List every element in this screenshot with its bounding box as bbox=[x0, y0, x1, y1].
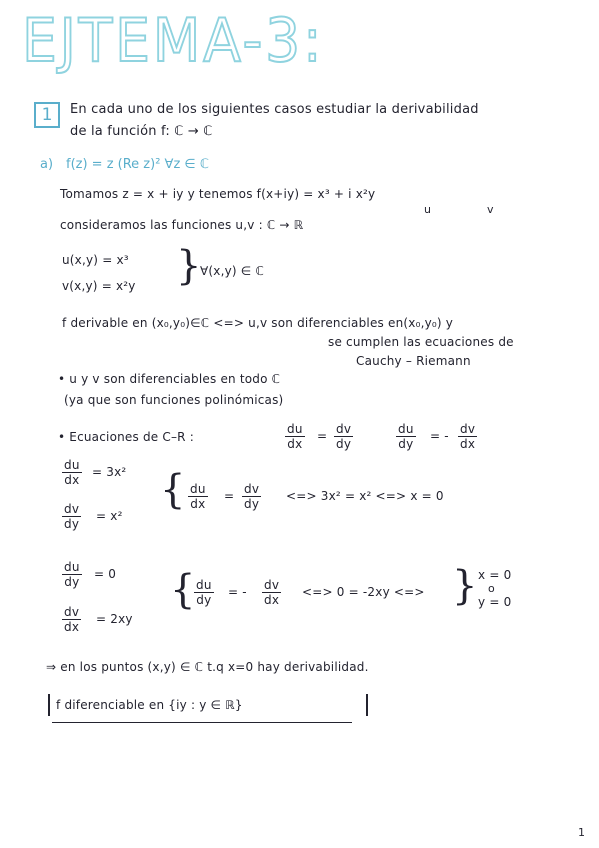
cr1-num-right: dv bbox=[336, 422, 352, 436]
final-box-text: f diferenciable en {iy : y ∈ ℝ} bbox=[56, 698, 243, 712]
dudy-value: = 0 bbox=[94, 567, 117, 581]
exercise-number-box: 1 bbox=[34, 102, 60, 128]
brace-1: } bbox=[176, 243, 202, 289]
cr1-dv-dy bbox=[334, 422, 353, 451]
sys2-eq-sign: = - bbox=[228, 585, 247, 599]
cr2-num-left: du bbox=[398, 422, 414, 436]
conclusion: ⇒ en los puntos (x,y) ∈ ℂ t.q x=0 hay derivabilidad. bbox=[46, 660, 369, 674]
v-mark: v bbox=[487, 203, 494, 216]
exercise-statement-line2: de la función f: ℂ → ℂ bbox=[70, 124, 213, 139]
sys1-eq-du-dx bbox=[188, 482, 208, 511]
cr2-den-left: dy bbox=[398, 437, 414, 451]
part-a-function: f(z) = z (Re z)² ∀z ∈ ℂ bbox=[66, 157, 209, 172]
sys2-eq-du-dy-den: dy bbox=[196, 593, 212, 607]
derivable-line3: Cauchy – Riemann bbox=[356, 354, 471, 368]
tomamos-line: Tomamos z = x + iy y tenemos f(x+iy) = x³ + i x²y bbox=[60, 187, 376, 201]
forall-xy: ∀(x,y) ∈ ℂ bbox=[200, 264, 265, 278]
sys2-dv-dx-den: dx bbox=[64, 620, 80, 634]
derivable-line2: se cumplen las ecuaciones de bbox=[328, 335, 514, 349]
brace-3: { bbox=[170, 567, 196, 613]
sys1-result: <=> 3x² = x² <=> x = 0 bbox=[286, 489, 444, 503]
sys1-eq-sign: = bbox=[224, 489, 235, 503]
page-number: 1 bbox=[578, 826, 586, 839]
dvdx-value: = 2xy bbox=[96, 612, 133, 626]
sol-y: y = 0 bbox=[478, 595, 512, 609]
brace-4: } bbox=[452, 563, 478, 609]
cr1-eq: = bbox=[317, 429, 328, 443]
sys1-eq-dv-dy-num: dv bbox=[244, 482, 260, 496]
bullet1-line2: (ya que son funciones polinómicas) bbox=[64, 393, 284, 407]
sys1-du-dx-num: du bbox=[64, 458, 80, 472]
sys2-du-dy bbox=[62, 560, 82, 589]
sys1-eq-dv-dy bbox=[242, 482, 261, 511]
sys2-dv-dx bbox=[62, 605, 81, 634]
sys1-du-dx-den: dx bbox=[64, 473, 80, 487]
u-mark: u bbox=[424, 203, 432, 216]
part-a-label: a) bbox=[40, 157, 54, 172]
sys2-eq-du-dy bbox=[194, 578, 214, 607]
sys2-eq-dv-dx bbox=[262, 578, 281, 607]
sys2-result: <=> 0 = -2xy <=> bbox=[302, 585, 425, 599]
cr2-dv-dx bbox=[458, 422, 477, 451]
sol-x: x = 0 bbox=[478, 568, 512, 582]
sys1-eq-dv-dy-den: dy bbox=[244, 497, 260, 511]
sys1-dv-dy bbox=[62, 502, 81, 531]
cr2-num-right: dv bbox=[460, 422, 476, 436]
sys1-dv-dy-den: dy bbox=[64, 517, 80, 531]
sys2-eq-dv-dx-num: dv bbox=[264, 578, 280, 592]
sys2-dv-dx-num: dv bbox=[64, 605, 80, 619]
cr2-den-right: dx bbox=[460, 437, 476, 451]
cr1-num-left: du bbox=[287, 422, 303, 436]
sys2-eq-dv-dx-den: dx bbox=[264, 593, 280, 607]
cr1-du-dx bbox=[285, 422, 305, 451]
sys2-du-dy-num: du bbox=[64, 560, 80, 574]
bullet2-label: • Ecuaciones de C–R : bbox=[58, 430, 194, 444]
cr1-den-left: dx bbox=[287, 437, 303, 451]
dvdy-value: = x² bbox=[96, 509, 123, 523]
consideramos-line: consideramos las funciones u,v : ℂ → ℝ bbox=[60, 218, 304, 232]
page-title: EJTEMA-3: bbox=[22, 6, 325, 76]
brace-2: { bbox=[160, 467, 186, 513]
sys1-dv-dy-num: dv bbox=[64, 502, 80, 516]
cr2-du-dy bbox=[396, 422, 416, 451]
sys1-du-dx bbox=[62, 458, 82, 487]
sys1-eq-du-dx-den: dx bbox=[190, 497, 206, 511]
v-definition: v(x,y) = x²y bbox=[62, 279, 136, 293]
sys2-eq-du-dy-num: du bbox=[196, 578, 212, 592]
cr1-den-right: dy bbox=[336, 437, 352, 451]
exercise-statement-line1: En cada uno de los siguientes casos estudiar la derivabilidad bbox=[70, 102, 479, 117]
final-underline bbox=[52, 722, 352, 723]
sys2-du-dy-den: dy bbox=[64, 575, 80, 589]
u-definition: u(x,y) = x³ bbox=[62, 253, 129, 267]
cr2-eq: = - bbox=[430, 429, 449, 443]
derivable-line1: f derivable en (x₀,y₀)∈ℂ <=> u,v son diferenciables en(x₀,y₀) y bbox=[62, 316, 454, 330]
bullet1-line1: • u y v son diferenciables en todo ℂ bbox=[58, 372, 281, 386]
sol-o: o bbox=[488, 582, 495, 595]
sys1-eq-du-dx-num: du bbox=[190, 482, 206, 496]
dudx-value: = 3x² bbox=[92, 465, 127, 479]
